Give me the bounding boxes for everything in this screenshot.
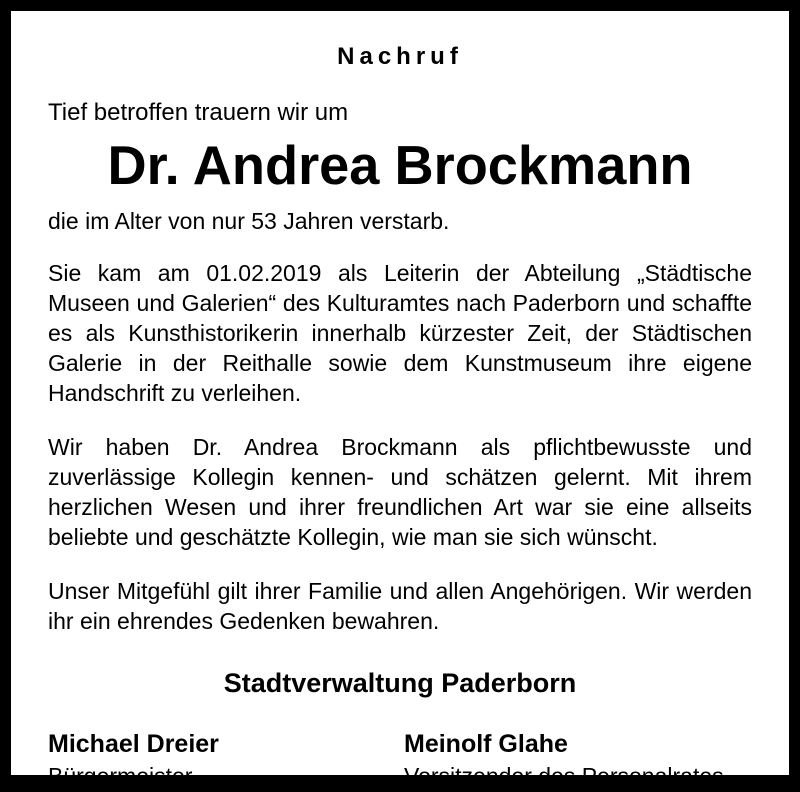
body-paragraph-3: Unser Mitgefühl gilt ihrer Familie und allen Angehörigen. Wir werden ihr ein ehrendes Gedenken bewahren. [48, 578, 752, 635]
organisation-name: Stadtverwaltung Paderborn [223, 668, 577, 699]
signatory-block [48, 730, 404, 791]
deceased-name: Dr. Andrea Brockmann [107, 133, 693, 196]
notice-title: Nachruf [337, 43, 463, 70]
body-paragraph-1: Sie kam am 01.02.2019 als Leiterin der Abteilung „Städtische Museen und Galerien“ des Kulturamtes nach Paderborn und schaffte es als Kunsthistorikerin innerhalb kürzester Zeit, der Städtischen Galerie in der Reithalle sowie dem Kunstmuseum ihre eigene Handschrift zu verleihen. [48, 260, 752, 407]
age-line: die im Alter von nur 53 Jahren verstarb. [48, 207, 450, 234]
signatory-name: Meinolf Glahe [404, 730, 568, 759]
signatory-role: Bürgermeister [48, 763, 193, 790]
signatory-block [404, 730, 752, 791]
signatory-list [48, 699, 752, 791]
obituary-notice-card [11, 11, 789, 790]
intro-line: Tief betroffen trauern wir um [48, 99, 349, 127]
signatory-role: Vorsitzender des Personalrates [404, 763, 724, 790]
signatory-name: Michael Dreier [48, 730, 219, 759]
body-paragraph-2: Wir haben Dr. Andrea Brockmann als pflichtbewusste und zuverlässige Kollegin kennen- und schätzen gelernt. Mit ihrem herzlichen Wesen und ihrer freundlichen Art war sie eine allseits beliebte und geschätzte Kollegin, wie man sie sich wünscht. [48, 434, 752, 551]
